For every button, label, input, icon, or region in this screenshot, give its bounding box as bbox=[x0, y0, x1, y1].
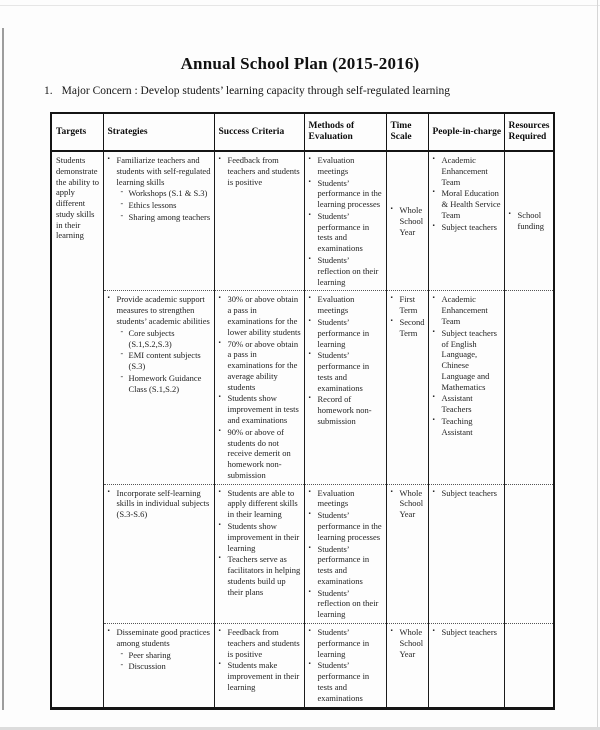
scan-edge-right bbox=[597, 0, 598, 730]
list-item-text: Workshops (S.1 & S.3) bbox=[128, 188, 208, 199]
list-item bbox=[218, 393, 302, 425]
bullet-icon: ▪ bbox=[218, 156, 221, 162]
list-item-text: 70% or above obtain a pass in examinations for the average ability students bbox=[227, 338, 299, 392]
cell-time-scale bbox=[386, 624, 428, 708]
cell-resources bbox=[504, 484, 554, 623]
list-item-text: Core subjects (S.1,S.2,S.3) bbox=[128, 327, 175, 349]
list-item-text: Assistant Teachers bbox=[441, 393, 473, 415]
list-item-text: Teachers serve as facilitators in helping students build up their plans bbox=[227, 554, 301, 597]
list-item-text: Subject teachers bbox=[441, 487, 497, 498]
list-item-text: Moral Education & Health Service Team bbox=[441, 188, 501, 220]
list-item bbox=[218, 339, 302, 393]
list-item bbox=[120, 188, 212, 199]
list-item bbox=[432, 188, 502, 220]
list-item bbox=[308, 510, 384, 542]
bullet-icon: ▪ bbox=[308, 317, 311, 324]
school-plan-table bbox=[50, 112, 555, 710]
list-item bbox=[218, 660, 302, 692]
bullet-icon: ▪ bbox=[218, 628, 221, 635]
list-item bbox=[218, 521, 302, 553]
header-targets: Targets bbox=[51, 113, 103, 151]
concern-text: Major Concern : Develop students’ learning capacity through self-regulated learning bbox=[61, 85, 451, 97]
concern-number: 1. bbox=[44, 85, 53, 97]
cell-success-criteria bbox=[214, 624, 304, 708]
bullet-icon: ▪ bbox=[508, 211, 511, 218]
table-row bbox=[51, 151, 554, 291]
list-item-text: 30% or above obtain a pass in examinations for the lower ability students bbox=[227, 294, 301, 337]
list-item-text: Students’ performance in tests and examinations bbox=[317, 210, 370, 254]
list-item-text: Students’ performance in tests and examinations bbox=[317, 350, 370, 393]
list-item-text: Teaching Assistant bbox=[441, 415, 473, 437]
list-item-text: Peer sharing bbox=[128, 649, 171, 660]
list-item bbox=[308, 627, 384, 659]
header-people-in-charge: People-in-charge bbox=[428, 113, 504, 151]
list-item bbox=[432, 393, 502, 415]
list-item-text: Feedback from teachers and students is positive bbox=[227, 627, 300, 659]
major-concern-line bbox=[44, 85, 450, 97]
scan-edge-top bbox=[0, 5, 600, 6]
bullet-icon: ▪ bbox=[432, 394, 435, 401]
bullet-icon: ▪ bbox=[218, 488, 221, 495]
list-item bbox=[432, 416, 502, 438]
header-success-criteria: Success Criteria bbox=[214, 113, 304, 151]
cell-time-scale bbox=[386, 291, 428, 484]
bullet-icon: ▪ bbox=[308, 544, 311, 551]
list-item-text: Record of homework non-submission bbox=[317, 394, 372, 426]
list-item bbox=[120, 373, 212, 395]
list-item-text: Students’ performance in the learning processes bbox=[317, 177, 382, 210]
list-item bbox=[120, 650, 212, 661]
bullet-icon: ▪ bbox=[432, 222, 435, 229]
cell-success-criteria bbox=[214, 151, 304, 291]
bullet-icon: ▪ bbox=[218, 522, 221, 528]
bullet-icon: ▪ bbox=[390, 206, 393, 213]
cell-strategies bbox=[103, 484, 214, 623]
header-resources-required: Resources Required bbox=[504, 113, 554, 151]
bullet-icon: ▪ bbox=[432, 295, 435, 302]
list-item bbox=[308, 488, 384, 510]
dash-icon: - bbox=[120, 326, 124, 336]
cell-strategies bbox=[103, 291, 214, 484]
bullet-icon: ▪ bbox=[308, 256, 311, 263]
cell-success-criteria bbox=[214, 484, 304, 623]
table-header-row bbox=[51, 113, 554, 151]
list-item bbox=[508, 210, 552, 232]
cell-success-criteria bbox=[214, 291, 304, 484]
list-item-text: Homework Guidance Class (S.1,S.2) bbox=[128, 372, 202, 394]
dash-icon: - bbox=[120, 210, 124, 220]
list-item bbox=[308, 660, 384, 703]
bullet-icon: ▪ bbox=[432, 488, 435, 495]
list-item bbox=[218, 155, 302, 187]
cell-methods bbox=[304, 624, 386, 708]
bullet-icon: ▪ bbox=[308, 488, 311, 495]
list-item-text: Second Term bbox=[399, 316, 425, 338]
table-row bbox=[51, 624, 554, 708]
list-item-text: Incorporate self-learning skills in individual subjects (S.3-S.6) bbox=[116, 487, 210, 520]
list-item bbox=[432, 488, 502, 499]
bullet-icon: ▪ bbox=[308, 156, 311, 162]
list-item bbox=[308, 178, 384, 210]
bullet-icon: ▪ bbox=[218, 555, 221, 562]
bullet-icon: ▪ bbox=[432, 156, 435, 162]
bullet-icon: ▪ bbox=[308, 661, 311, 668]
cell-resources bbox=[504, 624, 554, 708]
cell-resources bbox=[504, 151, 554, 291]
list-item bbox=[390, 627, 426, 659]
dash-icon: - bbox=[120, 187, 124, 197]
list-item-text: Whole School Year bbox=[399, 487, 424, 520]
cell-time-scale bbox=[386, 484, 428, 623]
dash-icon: - bbox=[120, 660, 124, 670]
list-item-text: Students’ performance in tests and examinations bbox=[317, 543, 370, 586]
bullet-icon: ▪ bbox=[218, 295, 221, 302]
cell-strategies bbox=[103, 151, 214, 291]
bullet-icon: ▪ bbox=[308, 511, 311, 518]
list-item-text: Discussion bbox=[128, 661, 166, 672]
bullet-icon: ▪ bbox=[218, 339, 221, 346]
list-item-text: Evaluation meetings bbox=[317, 155, 355, 176]
list-item-text: Students show improvement in tests and examinations bbox=[227, 393, 299, 425]
header-methods-of-evaluation: Methods of Evaluation bbox=[304, 113, 386, 151]
list-item bbox=[432, 155, 502, 187]
cell-targets: Students demonstrate the ability to apply different study skills in their learning bbox=[51, 151, 103, 708]
cell-methods bbox=[304, 151, 386, 291]
bullet-icon: ▪ bbox=[218, 427, 221, 434]
list-item bbox=[308, 294, 384, 316]
list-item bbox=[308, 211, 384, 254]
bullet-icon: ▪ bbox=[107, 156, 110, 162]
list-item-text: Feedback from teachers and students is positive bbox=[227, 155, 300, 187]
list-item bbox=[308, 394, 384, 426]
bullet-icon: ▪ bbox=[107, 628, 110, 635]
bullet-icon: ▪ bbox=[390, 628, 393, 635]
header-time-scale: Time Scale bbox=[386, 113, 428, 151]
list-item bbox=[218, 627, 302, 659]
bullet-icon: ▪ bbox=[218, 661, 221, 668]
list-item-text: Evaluation meetings bbox=[317, 294, 355, 316]
list-item-text: Students’ performance in tests and examinations bbox=[317, 660, 370, 703]
bullet-icon: ▪ bbox=[218, 394, 221, 401]
list-item-text: Students make improvement in their learning bbox=[227, 660, 300, 692]
bullet-icon: ▪ bbox=[107, 295, 110, 302]
list-item bbox=[308, 317, 384, 349]
list-item-text: Academic Enhancement Team bbox=[441, 155, 488, 187]
cell-time-scale bbox=[386, 151, 428, 291]
bullet-icon: ▪ bbox=[390, 295, 393, 302]
list-item bbox=[120, 212, 212, 223]
list-item bbox=[120, 200, 212, 211]
table-row bbox=[51, 291, 554, 484]
bullet-icon: ▪ bbox=[107, 488, 110, 495]
list-item-text: Provide academic support measures to strengthen students’ academic abilities bbox=[116, 294, 210, 326]
list-item-text: Students’ reflection on their learning bbox=[317, 587, 379, 620]
list-item bbox=[107, 294, 212, 326]
cell-resources bbox=[504, 291, 554, 484]
bullet-icon: ▪ bbox=[390, 317, 393, 324]
list-item-text: Students are able to apply different skills in their learning bbox=[227, 487, 298, 520]
scan-edge-left bbox=[2, 28, 4, 710]
list-item bbox=[390, 294, 426, 316]
bullet-icon: ▪ bbox=[308, 295, 311, 302]
list-item bbox=[432, 328, 502, 393]
list-item-text: Students’ performance in learning bbox=[317, 627, 370, 659]
list-item bbox=[107, 155, 212, 187]
document-title: Annual School Plan (2015-2016) bbox=[180, 54, 420, 73]
list-item-text: Academic Enhancement Team bbox=[441, 294, 488, 326]
cell-methods bbox=[304, 291, 386, 484]
bullet-icon: ▪ bbox=[432, 416, 435, 423]
bullet-icon: ▪ bbox=[432, 328, 435, 335]
bullet-icon: ▪ bbox=[432, 628, 435, 635]
cell-people bbox=[428, 291, 504, 484]
dash-icon: - bbox=[120, 371, 124, 381]
list-item-text: Sharing among teachers bbox=[128, 211, 211, 222]
bullet-icon: ▪ bbox=[308, 178, 311, 185]
list-item-text: Whole School Year bbox=[399, 627, 424, 659]
list-item-text: Subject teachers bbox=[441, 221, 497, 232]
list-item-text: Students show improvement in their learning bbox=[227, 521, 300, 553]
list-item bbox=[432, 222, 502, 233]
list-item-text: Subject teachers of English Language, Chinese Language and Mathematics bbox=[441, 327, 497, 392]
list-item bbox=[390, 205, 426, 237]
list-item bbox=[390, 317, 426, 339]
table-row bbox=[51, 484, 554, 623]
bullet-icon: ▪ bbox=[308, 351, 311, 358]
cell-strategies bbox=[103, 624, 214, 708]
dash-icon: - bbox=[120, 648, 124, 658]
list-item bbox=[218, 294, 302, 337]
list-item bbox=[308, 255, 384, 287]
list-item-text: Familiarize teachers and students with self-regulated learning skills bbox=[116, 155, 211, 187]
list-item bbox=[390, 488, 426, 520]
list-item bbox=[308, 350, 384, 393]
list-item bbox=[107, 627, 212, 649]
bullet-icon: ▪ bbox=[308, 588, 311, 595]
list-item bbox=[218, 488, 302, 520]
bullet-icon: ▪ bbox=[432, 189, 435, 196]
list-item bbox=[218, 554, 302, 597]
list-item-text: Students’ performance in the learning processes bbox=[317, 510, 382, 542]
bullet-icon: ▪ bbox=[390, 488, 393, 495]
list-item bbox=[432, 294, 502, 326]
list-item-text: School funding bbox=[517, 210, 544, 232]
list-item-text: Students’ performance in learning bbox=[317, 316, 370, 349]
cell-people bbox=[428, 151, 504, 291]
list-item bbox=[308, 155, 384, 177]
list-item-text: Subject teachers bbox=[441, 627, 497, 638]
list-item-text: Students’ reflection on their learning bbox=[317, 255, 379, 287]
list-item bbox=[308, 544, 384, 587]
list-item bbox=[432, 627, 502, 638]
cell-people bbox=[428, 624, 504, 708]
list-item-text: First Term bbox=[399, 294, 418, 316]
list-item bbox=[120, 328, 212, 350]
list-item bbox=[107, 488, 212, 520]
dash-icon: - bbox=[120, 349, 124, 359]
list-item bbox=[120, 350, 212, 372]
list-item-text: Disseminate good practices among students bbox=[116, 627, 210, 648]
list-item-text: EMI content subjects (S.3) bbox=[128, 350, 201, 372]
list-item-text: Whole School Year bbox=[399, 205, 424, 237]
bullet-icon: ▪ bbox=[308, 628, 311, 635]
dash-icon: - bbox=[120, 199, 124, 209]
list-item-text: 90% or above of students do not receive demerit on homework non-submission bbox=[227, 426, 291, 480]
list-item-text: Ethics lessons bbox=[128, 200, 177, 211]
list-item bbox=[308, 588, 384, 620]
bullet-icon: ▪ bbox=[308, 395, 311, 402]
cell-people bbox=[428, 484, 504, 623]
list-item bbox=[218, 427, 302, 481]
cell-methods bbox=[304, 484, 386, 623]
header-strategies: Strategies bbox=[103, 113, 214, 151]
list-item bbox=[120, 661, 212, 672]
list-item-text: Evaluation meetings bbox=[317, 487, 355, 509]
bullet-icon: ▪ bbox=[308, 211, 311, 218]
